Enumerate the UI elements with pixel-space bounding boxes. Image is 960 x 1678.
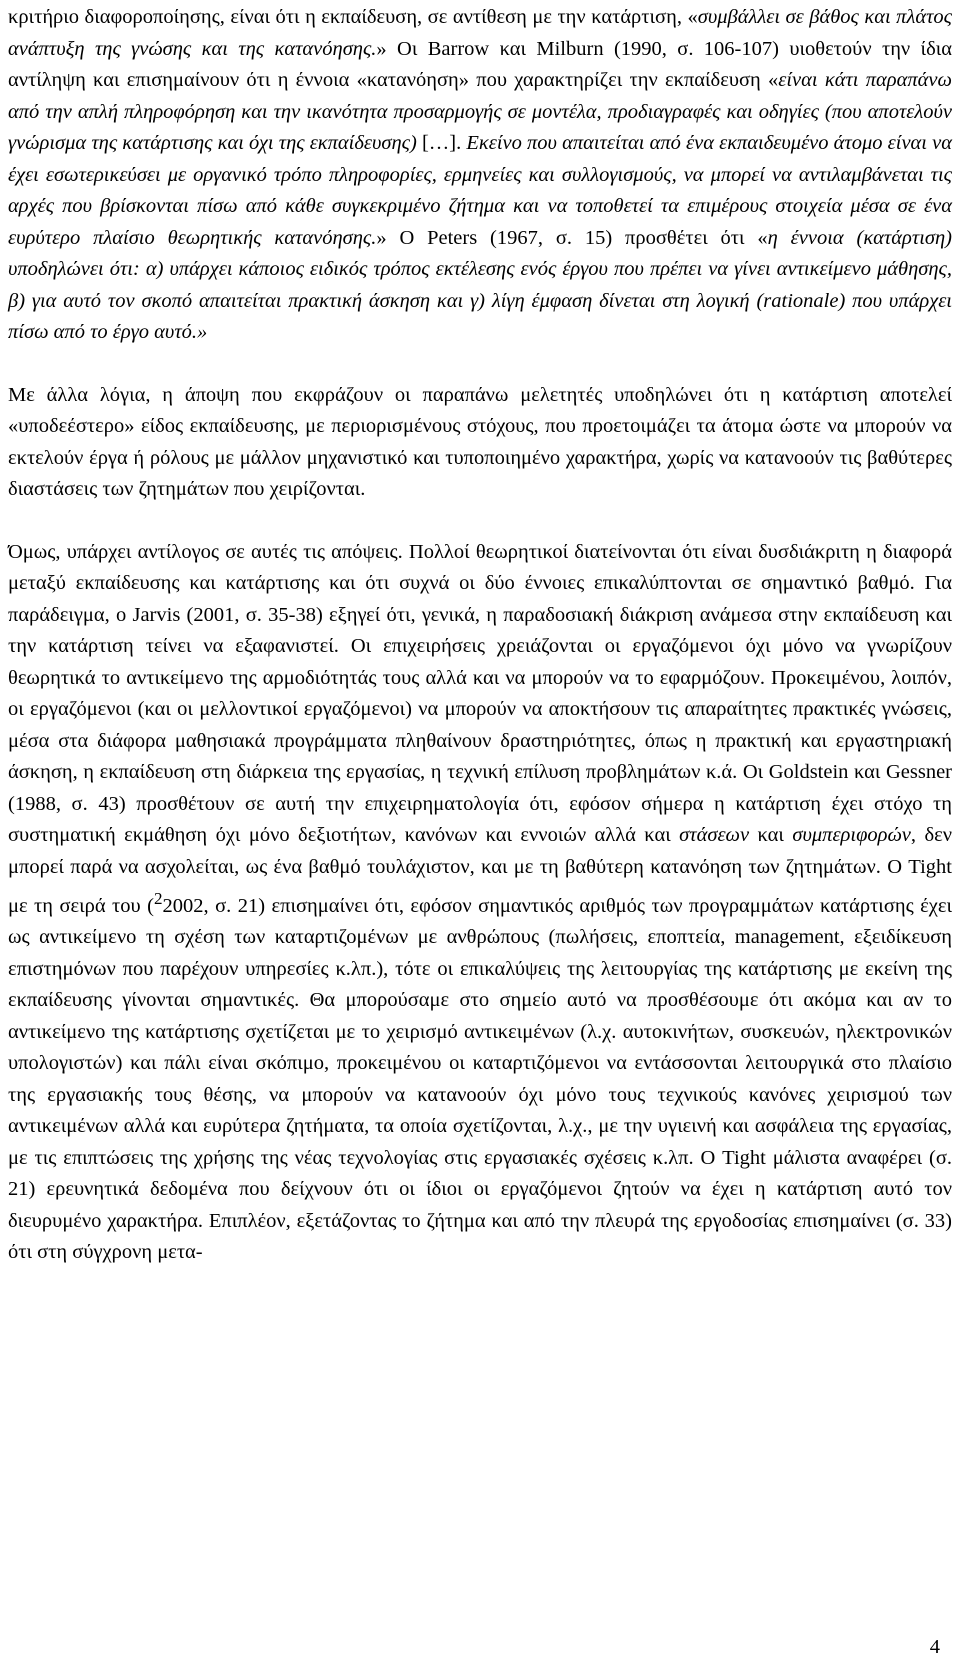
quote-italic: είναι κάτι παραπάνω από την απλή πληροφόρηση και την ικανότητα προσαρμογής σε μοντέλα, προδιαγραφές και οδηγίες (που αποτελούν γνώρισμα της κατάρτισης και όχι της εκπαίδευσης) — [8, 69, 952, 154]
page-number: 4 — [929, 1636, 940, 1658]
paragraph-counterargument — [8, 537, 952, 1269]
text-run: 2002, σ. 21) επισημαίνει ότι, εφόσον σημαντικός αριθμός των προγραμμάτων κατάρτισης έχει ως αντικείμενο τη σχέση των καταρτιζομένων με ανθρώπους (πωλήσεις, εποπτεία, management, εξειδίκευση επιστημόνων που παρέχουν υπηρεσίες κ.λπ.), τότε οι επικαλύψεις της λειτουργίας της κατάρτισης με εκείνη της εκπαίδευσης γίνονται σημαντικές. Θα μπορούσαμε στο σημείο αυτό να προσθέσουμε ότι ακόμα και αν το αντικείμενο της κατάρτισης σχετίζεται με το χειρισμό αντικειμένων (λ.χ. αυτοκινήτων, συσκευών, ηλεκτρονικών υπολογιστών) και πάλι είναι σκόπιμο, προκειμένου οι καταρτιζόμενοι να εντάσσονται λειτουργικά στο πλαίσιο της εργασιακής τους θέσης, να μπορούν να κατανοούν όχι μόνο τους τεχνικούς κανόνες χειρισμού των αντικειμένων αλλά και ευρύτερα ζητήματα, τα οποία σχετίζονται, λ.χ., με την υγιεινή και ασφάλεια της εργασίας, με τις επιπτώσεις της χρήσης της νέας τεχνολογίας στις εργασιακές σχέσεις κ.λπ. Ο Tight μάλιστα αναφέρει (σ. 21) ερευνητικά δεδομένα που δείχνουν ότι οι ίδιοι οι εργαζόμενοι ζητούν να έχει η κατάρτιση αυτό τον διευρυμένο χαρακτήρα. Επιπλέον, εξετάζοντας το ζήτημα και από την πλευρά της εργοδοσίας επισημαίνει (σ. 33) ότι στη σύγχρονη μετα- — [8, 894, 952, 1264]
document-page — [8, 2, 952, 1269]
quote-close: » — [197, 321, 208, 343]
text-run: Όμως, υπάρχει αντίλογος σε αυτές τις απόψεις. Πολλοί θεωρητικοί διατείνονται ότι είναι δυσδιάκριτη η διαφορά μεταξύ εκπαίδευσης και κατάρτισης και ότι συχνά οι δύο έννοιες επικαλύπτονται σε σημαντικό βαθμό. Για παράδειγμα, ο Jarvis (2001, σ. 35-38) εξηγεί ότι, γενικά, η παραδοσιακή διάκριση ανάμεσα στην εκπαίδευση και την κατάρτιση τείνει να εξαφανιστεί. Οι επιχειρήσεις χρειάζονται οι εργαζόμενοι όχι μόνο να γνωρίζουν θεωρητικά το αντικείμενο της αρμοδιότητάς τους αλλά και να μπορούν να το εφαρμόζουν. Προκειμένου, λοιπόν, οι εργαζόμενοι (και οι μελλοντικοί εργαζόμενοι) να μπορούν να αποκτήσουν τις απαραίτητες πρακτικές γνώσεις, μέσα στα διάφορα μαθησιακά προγράμματα πληθαίνουν δραστηριότητες, όπως η πρακτική και εργαστηριακή άσκηση, η εκπαίδευση στη διάρκεια της εργασίας, η τεχνική επίλυση προβλημάτων κ.ά. Οι Goldstein και Gessner (1988, σ. 43) προσθέτουν σε αυτή την επιχειρηματολογία ότι, εφόσον σήμερα η κατάρτιση έχει στόχο τη συστηματική εκμάθηση όχι μόνο δεξιοτήτων, κανόνων και εννοιών αλλά και — [8, 540, 952, 846]
term-italic: συμπεριφορών — [792, 824, 911, 846]
paragraph-gap — [8, 506, 952, 537]
edition-superscript: 2 — [153, 889, 163, 908]
text-run: και — [749, 824, 793, 846]
quote-italic: Εκείνο που απαιτείται από ένα εκπαιδευμένο άτομο είναι να έχει εσωτερικεύσει με οργανικό τρόπο πληροφορίες, ερμηνείες και συλλογισμούς, να μπορεί να αντιλαμβάνεται τις αρχές που βρίσκονται πίσω από κάθε συγκεκριμένο ζήτημα και να τοποθετεί τα επιμέρους στοιχεία μέσα σε ένα ευρύτερο πλαίσιο θεωρητικής κατανόησης. — [8, 132, 952, 249]
text-run: , δεν μπορεί παρά να ασχολείται, ως ένα βαθμό τουλάχιστον, και με τη βαθύτερη κατανόηση των ζητημάτων. Ο Tight με τη σειρά του ( — [8, 824, 952, 917]
text-run: » Ο Peters (1967, σ. 15) προσθέτει ότι « — [376, 226, 768, 249]
text-run: » Οι Barrow και Milburn (1990, σ. 106-107) υιοθετούν την ίδια αντίληψη και επισημαίνουν ότι η έννοια «κατανόηση» που χαρακτηρίζει την εκπαίδευση « — [8, 37, 952, 91]
term-italic: στάσεων — [679, 824, 750, 846]
text-run: κριτήριο διαφοροποίησης, είναι ότι η εκπαίδευση, σε αντίθεση με την κατάρτιση, « — [8, 6, 698, 28]
paragraph-gap — [8, 349, 952, 380]
quote-italic: συμβάλλει σε βάθος και πλάτος ανάπτυξη της γνώσης και της κατανόησης. — [8, 6, 952, 60]
quote-italic: η έννοια (κατάρτιση) υποδηλώνει ότι: α) υπάρχει κάποιος ειδικός τρόπος εκτέλεσης ενός έργου που πρέπει να γίνει αντικείμενο μάθησης, β) για αυτό τον σκοπό απαιτείται πρακτική άσκηση και γ) λίγη έμφαση δίνεται στη λογική (rationale) που υπάρχει πίσω από το έργο αυτό. — [8, 226, 952, 343]
paragraph-definitions — [8, 2, 952, 349]
paragraph-summary: Με άλλα λόγια, η άποψη που εκφράζουν οι παραπάνω μελετητές υποδηλώνει ότι η κατάρτιση αποτελεί «υποδεέστερο» είδος εκπαίδευσης, με περιορισμένους στόχους, που προετοιμάζει τα άτομα ώστε να μπορούν να εκτελούν έργα ή ρόλους με μάλλον μηχανιστικό και τυποποιημένο χαρακτήρα, χωρίς να κατανοούν τις βαθύτερες διαστάσεις των ζητημάτων που χειρίζονται. — [8, 383, 952, 500]
text-run: […]. — [416, 132, 467, 154]
